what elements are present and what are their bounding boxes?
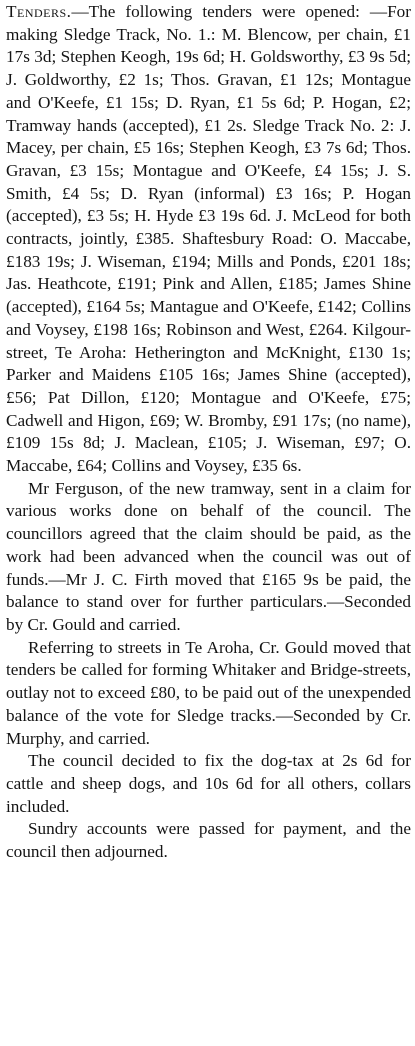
- te-aroha-streets-paragraph: Referring to streets in Te Aroha, Cr. Gould moved that tenders be called for forming Whitaker and Bridge-streets, outlay not to exceed £80, to be paid out of the unexpended balance of the vote for Sledge tracks.—Seconded by Cr. Murphy, and carried.: [6, 637, 411, 748]
- tenders-paragraph: [6, 1, 411, 478]
- tenders-body: —The following tenders were opened: —For making Sledge Track, No. 1.: M. Blencow, per chain, £1 17s 3d; Stephen Keogh, 19s 6d; H. Goldsworthy, £3 9s 5d; J. Goldworthy, £2 1s; Thos. Gravan, £1 12s; Montague and O'Keefe, £1 15s; D. Ryan, £1 5s 6d; P. Hogan, £2; Tramway hands (accepted), £1 2s. Sledge Track No. 2: J. Macey, per chain, £5 16s; Stephen Keogh, £3 7s 6d; Thos. Gravan, £3 15s; Montague and O'Keefe, £4 15s; J. S. Smith, £4 5s; D. Ryan (informal) £3 16s; P. Hogan (accepted), £3 5s; H. Hyde £3 19s 6d. J. McLeod for both contracts, jointly, £385. Shaftesbury Road: O. Maccabe, £183 19s; J. Wiseman, £194; Mills and Ponds, £201 18s; Jas. Heathcote, £191; Pink and Allen, £185; James Shine (accepted), £164 5s; Mantague and O'Keefe, £142; Collins and Voysey, £198 16s; Robinson and West, £264. Kilgour-street, Te Aroha: Hetherington and McKnight, £130 1s; Parker and Maidens £105 16s; James Shine (accepted), £56; Pat Dillon, £120; Montague and O'Keefe, £75; Cadwell and Higon, £69; W. Bromby, £91 17s; (no name), £109 15s 8d; J. Maclean, £105; J. Wiseman, £97; O. Maccabe, £64; Collins and Voysey, £35 6s.: [6, 2, 411, 476]
- tenders-heading: Tenders.: [6, 2, 72, 21]
- adjournment-paragraph: Sundry accounts were passed for payment, and the council then adjourned.: [6, 819, 411, 862]
- dog-tax-paragraph: The council decided to fix the dog-tax at 2s 6d for cattle and sheep dogs, and 10s 6d for all others, collars included.: [6, 751, 411, 816]
- ferguson-claim-paragraph: Mr Ferguson, of the new tramway, sent in a claim for various works done on behalf of the council. The councillors agreed that the claim should be paid, as the work had been advanced when the council was out of funds.—Mr J. C. Firth moved that £165 9s be paid, the balance to stand over for further particulars.—Seconded by Cr. Gould and carried.: [6, 478, 411, 634]
